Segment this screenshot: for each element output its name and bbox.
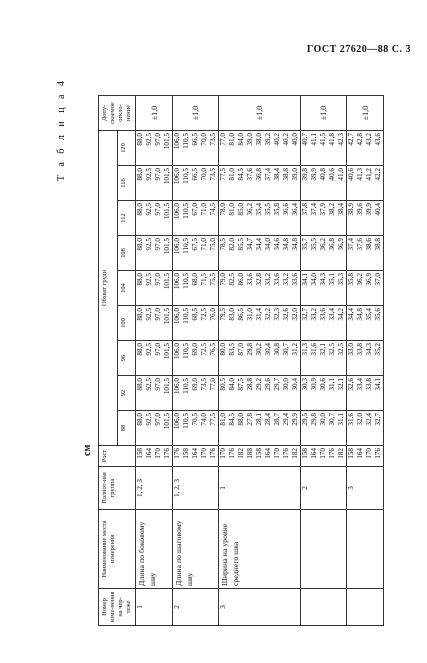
row-values-col-104: 79,0 82,5 86,0 33,6 32,8 33,2 33,6 33,2 33,6 bbox=[219, 271, 301, 306]
row-values-col-120: 77,0 81,0 84,0 39,0 38,0 39,2 40,2 40,2 40,0 bbox=[219, 131, 301, 166]
row-values-col-108: 106,0 110,5 67,5 71,0 75,0 bbox=[173, 236, 219, 271]
row-values-col-104: 88,0 92,5 97,0 101,5 bbox=[136, 271, 173, 306]
row-values-col-112: 106,0 110,5 67,0 71,0 74,5 bbox=[173, 201, 219, 236]
row-number: 2 bbox=[173, 589, 219, 626]
row-group: 1 bbox=[219, 467, 301, 510]
row-values-col-116: 39,8 39,9 40,8 40,6 41,0 bbox=[301, 166, 347, 201]
row-values-col-100: 106,0 110,5 68,5 72,5 76,0 bbox=[173, 306, 219, 341]
row-values-col-108: 88,0 92,5 97,0 101,5 bbox=[136, 236, 173, 271]
row-values-col-104: 35,8 36,2 36,9 37,0 bbox=[347, 271, 384, 306]
col-name: Наименование места измерения bbox=[99, 510, 136, 589]
unit-label: см bbox=[82, 444, 93, 456]
table-row bbox=[136, 96, 173, 626]
row-values-col-100: 32,7 33,2 33,6 33,4 34,2 bbox=[301, 306, 347, 341]
col-chest: Обхват груди bbox=[99, 131, 118, 446]
row-name bbox=[301, 510, 347, 589]
row-values-col-88: 81,0 84,5 88,0 27,8 28,1 28,4 28,7 29,4 29,9 bbox=[219, 411, 301, 446]
row-values-col-112: 78,0 81,0 85,0 36,2 35,4 35,5 35,8 36,6 36,4 bbox=[219, 201, 301, 236]
row-values-col-120: 40,7 41,1 41,5 41,8 42,3 bbox=[301, 131, 347, 166]
measurements-table bbox=[98, 95, 384, 626]
table-row bbox=[219, 96, 301, 626]
row-values-col-120: 106,0 110,5 66,5 70,0 73,5 bbox=[173, 131, 219, 166]
row-group: 1, 2, 3 bbox=[136, 467, 173, 510]
col-tolerance: Допу-скаемое откло-нение bbox=[99, 96, 136, 131]
row-number bbox=[301, 589, 347, 626]
size-header-92: 92 bbox=[117, 376, 136, 411]
table-row bbox=[347, 96, 384, 626]
size-header-104: 104 bbox=[117, 271, 136, 306]
row-values-col-112: 37,8 37,4 37,9 38,2 38,4 bbox=[301, 201, 347, 236]
row-values-col-120: 88,0 92,5 97,0 101,5 bbox=[136, 131, 173, 166]
table-row bbox=[301, 96, 347, 626]
row-values-col-96: 88,0 92,5 97,0 101,5 bbox=[136, 341, 173, 376]
row-tolerance: ±1,0 bbox=[347, 96, 384, 131]
row-values-col-108: 35,7 35,5 36,2 36,8 36,9 bbox=[301, 236, 347, 271]
row-values-col-92: 106,0 110,5 69,0 73,5 77,0 bbox=[173, 376, 219, 411]
size-header-120: 120 bbox=[117, 131, 136, 166]
row-values-col-96: 31,3 31,6 32,1 32,5 32,5 bbox=[301, 341, 347, 376]
row-tolerance: ±1,0 bbox=[301, 96, 347, 131]
row-values-col-92: 30,3 30,9 30,6 31,1 32,1 bbox=[301, 376, 347, 411]
row-number bbox=[347, 589, 384, 626]
row-heights: 158 164 170 176 bbox=[136, 446, 173, 467]
row-number: 3 bbox=[219, 589, 301, 626]
row-tolerance: ±1,0 bbox=[219, 96, 301, 131]
size-header-112: 112 bbox=[117, 201, 136, 236]
size-header-108: 108 bbox=[117, 236, 136, 271]
row-values-col-96: 106,0 110,5 69,0 72,5 76,5 bbox=[173, 341, 219, 376]
row-heights: 176 158 164 170 176 bbox=[173, 446, 219, 467]
row-values-col-92: 88,0 92,5 97,0 101,5 bbox=[136, 376, 173, 411]
size-header-116: 116 bbox=[117, 166, 136, 201]
row-values-col-100: 79,5 83,0 86,5 31,0 31,4 32,2 32,3 32,6 32,0 bbox=[219, 306, 301, 341]
row-values-col-88: 106,0 110,5 70,5 74,0 77,5 bbox=[173, 411, 219, 446]
size-header-88: 88 bbox=[117, 411, 136, 446]
row-values-col-120: 42,7 42,8 43,2 43,6 bbox=[347, 131, 384, 166]
row-values-col-92: 80,5 84,0 87,5 28,8 29,2 29,6 29,7 30,0 30,4 bbox=[219, 376, 301, 411]
table-row bbox=[173, 96, 219, 626]
row-tolerance: ±1,0 bbox=[136, 96, 173, 131]
row-number: 1 bbox=[136, 589, 173, 626]
row-values-col-88: 29,5 29,8 30,0 30,7 31,1 bbox=[301, 411, 347, 446]
size-header-96: 96 bbox=[117, 341, 136, 376]
row-values-col-116: 40,6 41,3 41,2 42,2 bbox=[347, 166, 384, 201]
row-values-col-116: 77,5 81,0 84,5 37,6 36,8 37,4 38,4 38,8 39,0 bbox=[219, 166, 301, 201]
row-values-col-92: 32,6 33,4 33,8 34,1 bbox=[347, 376, 384, 411]
row-values-col-116: 106,0 110,5 66,5 70,0 73,5 bbox=[173, 166, 219, 201]
row-tolerance: ±1,0 bbox=[173, 96, 219, 131]
col-group: Полнот-ная группа bbox=[99, 467, 136, 510]
row-values-col-116: 88,0 92,5 97,0 101,5 bbox=[136, 166, 173, 201]
row-heights: 158 164 170 176 182 bbox=[301, 446, 347, 467]
row-group: 2 bbox=[301, 467, 347, 510]
page-header: ГОСТ 27620—88 С. 3 bbox=[306, 44, 411, 55]
row-group: 3 bbox=[347, 467, 384, 510]
row-values-col-108: 78,5 82,0 85,5 34,7 34,4 34,0 34,6 34,8 34,8 bbox=[219, 236, 301, 271]
row-heights: 158 164 170 176 bbox=[347, 446, 384, 467]
row-values-col-108: 37,4 37,6 38,6 38,8 bbox=[347, 236, 384, 271]
row-values-col-112: 88,0 92,5 97,0 101,5 bbox=[136, 201, 173, 236]
row-name: Длина по боковому шву bbox=[136, 510, 173, 589]
row-values-col-88: 31,6 32,0 32,4 32,7 bbox=[347, 411, 384, 446]
col-height: Рост bbox=[99, 446, 136, 467]
row-values-col-100: 34,4 34,8 35,4 35,6 bbox=[347, 306, 384, 341]
row-heights: 170 176 182 188 158 164 170 176 182 bbox=[219, 446, 301, 467]
col-number: Номер изме-нения на чер-теже bbox=[99, 589, 136, 626]
row-name: Длина по шаговому шву bbox=[173, 510, 219, 589]
row-values-col-104: 106,0 110,5 68,0 71,5 75,5 bbox=[173, 271, 219, 306]
row-values-col-96: 33,0 33,8 34,3 35,2 bbox=[347, 341, 384, 376]
row-name: Ширина на уровне среднего шва bbox=[219, 510, 301, 589]
row-values-col-104: 34,1 34,0 34,3 35,1 35,3 bbox=[301, 271, 347, 306]
size-header-100: 100 bbox=[117, 306, 136, 341]
row-values-col-112: 38,9 39,6 39,9 40,4 bbox=[347, 201, 384, 236]
row-name bbox=[347, 510, 384, 589]
row-group: 1, 2, 3 bbox=[173, 467, 219, 510]
rotated-table-area bbox=[56, 66, 416, 626]
row-values-col-96: 80,0 83,5 87,0 29,8 30,2 30,4 30,8 30,7 31,2 bbox=[219, 341, 301, 376]
row-values-col-100: 88,0 92,5 97,0 101,5 bbox=[136, 306, 173, 341]
table-title: Т а б л и ц а 4 bbox=[56, 78, 67, 182]
row-values-col-88: 88,0 92,5 97,0 101,5 bbox=[136, 411, 173, 446]
